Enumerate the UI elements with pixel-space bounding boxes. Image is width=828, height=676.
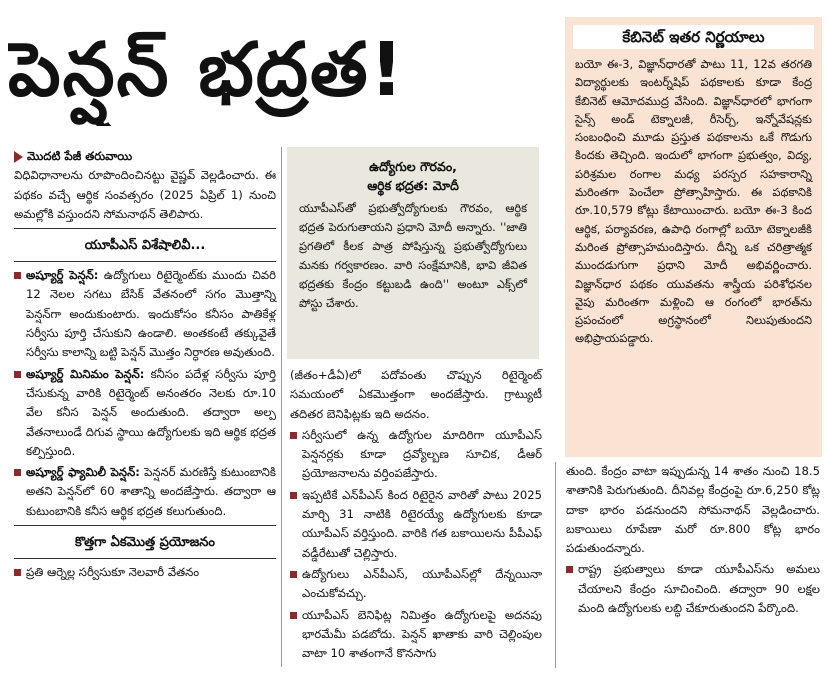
bullet-item	[566, 560, 820, 618]
right-paragraph: తుంది. కేంద్రం వాటా ఇప్పుడున్న 14 శాతం నుంచి 18.5 శాతానికి పెరుగుతుంది. దీనివల్ల కేంద్రంపై రూ.6,250 కోట్ల దాకా భారం పడనుందని సోమనాథన్ వెల్లడించారు. బకాయిలు రూపేణా మరో రూ.800 కోట్ల భారం పడుతుందన్నారు.	[566, 464, 820, 556]
bullet-item	[290, 565, 542, 604]
quote-body: యూపీఎస్‌తో ప్రభుత్వోద్యోగులకు గౌరవం, ఆర్థిక భద్రత పెరుగుతాయని ప్రధాని మోదీ అన్నారు. ''జాతి ప్రగతిలో కీలక పాత్ర పోషిస్తున్న ప్రభుత్వోద్యోగులు మనకు గర్వకారణం. వారి సంక్షేమానికి, భావి జీవిత భద్రతకు కేంద్రం కట్టుబడి ఉంది'' అంటూ ఎక్స్‌లో పోస్టు చేశారు.	[299, 202, 527, 310]
bullet-title: అష్యూర్డ్ ఫ్యామిలీ పెన్షన్:	[26, 465, 140, 480]
bullet-text: యూపీఎస్ బెనిఫిట్ల నిమిత్తం ఉద్యోగులపై అదనపు భారమేమీ పడబోదు. పెన్షన్ ఖాతాకు వారి చెల్లింపుల వాటా 10 శాతంగానే కొనసాగు	[302, 607, 542, 661]
headline: పెన్షన్ భద్రత!	[8, 27, 406, 113]
bullet-text: కనీసం పదేళ్ల సర్వీసు పూర్తి చేసుకున్న వారికి రిటైర్మెంట్ అనంతరం నెలకు రూ.10 వేల కనీస పెన్షన్ అందుతుంది. తద్వారా అల్ప వేతనాలుండే దిగువ స్థాయి ఉద్యోగులకు ఇది ఆర్థిక భద్రత కల్పిస్తుంది.	[26, 366, 276, 458]
bullet-title: అష్యూర్డ్ మినిమం పెన్షన్:	[26, 366, 145, 381]
bullet-item	[290, 486, 542, 563]
triangle-icon	[14, 151, 23, 163]
divider	[14, 558, 276, 559]
intro-paragraph: విధివిధానాలను రూపొందించినట్టు వైష్ణవ్ వెల్లడించారు. ఈ పథకం వచ్చే ఆర్థిక సంవత్సరం (2025 ఏప్రిల్ 1) నుంచి అమల్లోకి వస్తుందని సోమనాథన్ తెలిపారు.	[14, 168, 276, 221]
bullet-item	[290, 426, 542, 484]
bullet-title: అష్యూర్డ్ పెన్షన్:	[26, 268, 99, 283]
quote-box	[287, 147, 539, 359]
right-column	[566, 462, 820, 620]
bullet-square-icon	[14, 272, 21, 279]
sidebar-box	[565, 17, 822, 457]
sidebar-title: కేబినెట్ ఇతర నిర్ణయాలు	[573, 25, 814, 49]
bullet-text: ప్రతి ఆర్నెల్ల సర్వీసుకూ నెలవారీ వేతనం	[26, 565, 200, 580]
bullet-text: ఉద్యోగులు ఎన్‌పీఎస్, యూపీఎస్‌ల్లో దేన్నయినా ఎంచుకోవచ్చు.	[302, 566, 542, 601]
quote-title: ఉద్యోగుల గౌరవం,	[369, 159, 457, 174]
continued-label[interactable]	[14, 147, 276, 166]
section-heading: యూపీఎస్ విశేషాలివీ...	[84, 238, 206, 254]
bullet-text: రాష్ట్ర ప్రభుత్వాలు కూడా యూపీఎస్‌ను అమలు చేయాలని కేంద్రం సూచించింది. తద్వారా 90 లక్షల మంది ఉద్యోగులకు లబ్ధి చేకూరుతుందని పేర్కొంది.	[578, 562, 820, 616]
bullet-item	[14, 365, 276, 461]
middle-column	[290, 366, 542, 665]
bullet-square-icon	[290, 432, 297, 439]
middle-paragraph: (జీతం+డీఏ)లో పదోవంతు చొప్పున రిటైర్మెంట్ సమయంలో ఏకమొత్తంగా అందజేస్తారు. గ్రాట్యుటీ తదితర బెనిఫిట్లకు ఇది అదనం.	[290, 368, 542, 421]
left-column	[14, 147, 276, 584]
bullet-square-icon	[14, 569, 21, 576]
bullet-text: పెన్షనర్ మరణిస్తే కుటుంబానికి అతని పెన్షన్‌లో 60 శాతాన్ని అందజేస్తారు. తద్వారా ఆ కుటుంబానికి కనీస ఆర్థిక భద్రత కలుగుతుంది.	[26, 465, 276, 518]
bullet-item	[14, 463, 276, 521]
bullet-item	[14, 266, 276, 362]
bullet-item	[14, 563, 276, 582]
column-rule	[555, 462, 556, 668]
continued-text: మొదటి పేజీ తరువాయి	[27, 149, 133, 163]
bullet-square-icon	[566, 566, 573, 573]
bullet-square-icon	[290, 492, 297, 499]
bullet-text: ఉద్యోగులు రిటైర్మెంట్‌కు ముందు చివరి 12 నెలల సగటు బేసిక్ వేతనంలో సగం మొత్తాన్ని పెన్షన్‌గా అందుకుంటారు. ఇందుకోసం కనీసం పాతికేళ్ల సర్వీసు పూర్తి చేసుకుని ఉండాలి. అంతకంటే తక్కువైతే సర్వీసు కాలాన్ని బట్టి పెన్షన్ మొత్తం నిర్ధారణ అవుతుంది.	[26, 268, 276, 360]
sidebar-body: బయో ఈ-3, విజ్ఞాన్‌ధారతో పాటు 11, 12వ తరగతి విద్యార్థులకు ఇంటర్న్‌షిప్ పథకాలకు కూడా కేంద్ర కేబినెట్ ఆమోదముద్ర వేసింది. విజ్ఞాన్‌ధారలో భాగంగా సైన్స్ అండ్ టెక్నాలజీ, రీసెర్చ్, ఇన్నోవేషన్లకు సంబంధించి మూడు ప్రస్తుత పథకాలను ఒకే గొడుగు కిందకు తెచ్చింది. ఇందులో భాగంగా ప్రభుత్వం, విద్య, పరిశ్రమల రంగాల మధ్య పరస్పర సహకారాన్ని మరింతగా పెంచేలా ప్రోత్సాహిస్తారు. ఈ పథకానికి రూ.10,579 కోట్లు కేటాయించారు. బయో ఈ-3 కింద ఆర్థిక, పర్యావరణ, ఉపాధి రంగాల్లో బయో టెక్నాలజీకి మరింత ప్రోత్సాహమందిస్తారు. దీన్ని ఒక చరిత్రాత్మక ముందడుగుగా ప్రధాని మోదీ అభివర్ణించారు. విజ్ఞాన్‌ధార పథకం యువతను శాస్త్రీయ పరిశోధనల వైపు మరింతగా మళ్లించి ఆ రంగంలో భారత్‌ను ప్రపంచంలో అగ్రస్థానంలో నిలుపుతుందని అభిప్రాయపడ్డారు.	[575, 57, 812, 346]
bullet-square-icon	[290, 571, 297, 578]
divider	[14, 525, 276, 526]
column-rule	[281, 147, 282, 667]
bullet-square-icon	[290, 612, 297, 619]
bullet-text: ఇప్పటికే ఎన్‌పీఎస్ కింద రిటైరైన వారితో పాటు 2025 మార్చి 31 నాటికి రిటైరయ్యే ఉద్యోగులకు కూడా యూపీఎస్ వర్తిస్తుంది. వారికి గత బకాయిలను పీపీఎఫ్ వడ్డీరేటుతో చెల్లిస్తారు.	[302, 487, 542, 560]
divider	[14, 261, 276, 262]
bullet-text: సర్వీసులో ఉన్న ఉద్యోగుల మాదిరిగా యూపీఎస్ పెన్షనర్లకు కూడా ద్రవ్యోల్బణ సూచిక, డీఆర్ ప్రయోజనాలను వర్తింపజేస్తారు.	[302, 427, 542, 481]
bullet-square-icon	[14, 371, 21, 378]
section-heading: కొత్తగా ఏకమొత్త ప్రయోజనం	[75, 535, 215, 551]
divider	[14, 228, 276, 229]
quote-title: ఆర్థిక భద్రత: మోదీ	[367, 178, 459, 193]
bullet-square-icon	[14, 469, 21, 476]
bullet-item	[290, 606, 542, 664]
